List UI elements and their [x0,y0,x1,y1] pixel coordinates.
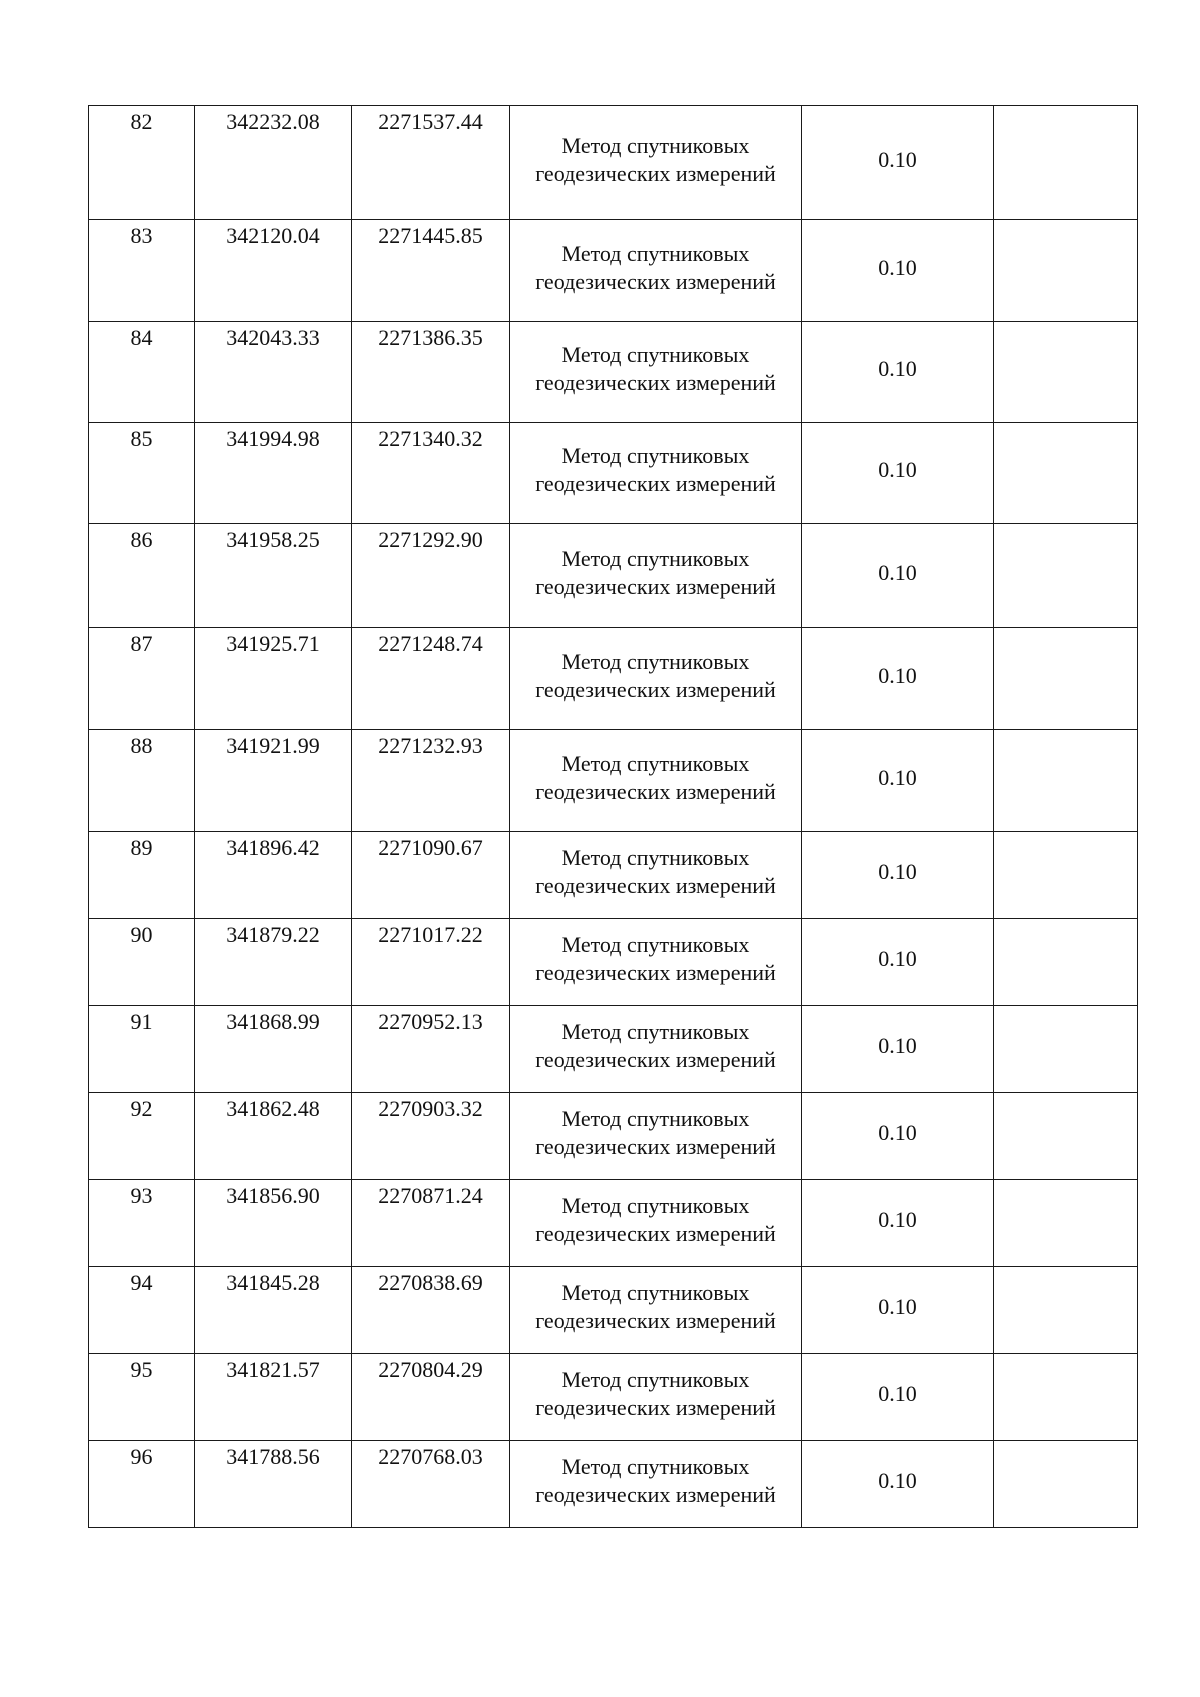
y-coordinate-cell-text: 2271090.67 [378,835,483,860]
method-line-2: геодезических измерений [535,1308,776,1333]
method-line-2: геодезических измерений [535,370,776,395]
table-row [89,1267,1138,1354]
method-line-2: геодезических измерений [535,778,776,804]
note-cell [994,322,1138,423]
x-coordinate-cell-text: 341868.99 [226,1009,320,1034]
table-row [89,1354,1138,1441]
x-coordinate-cell [195,628,352,730]
method-cell [510,1006,802,1093]
accuracy-value: 0.10 [878,946,917,971]
x-coordinate-cell-text: 341821.57 [226,1357,320,1382]
accuracy-cell [802,1441,994,1528]
accuracy-value: 0.10 [878,1468,917,1493]
point-number-cell [89,1354,195,1441]
x-coordinate-cell [195,1006,352,1093]
accuracy-cell [802,1006,994,1093]
table-row [89,220,1138,322]
y-coordinate-cell [352,730,510,832]
note-cell [994,423,1138,524]
method-line-2: геодезических измерений [535,471,776,496]
y-coordinate-cell [352,1267,510,1354]
note-cell [994,1180,1138,1267]
note-cell [994,1267,1138,1354]
point-number-cell-text: 90 [130,922,153,947]
y-coordinate-cell-text: 2271386.35 [378,325,483,350]
point-number-cell-text: 86 [130,527,153,552]
y-coordinate-cell-text: 2270838.69 [378,1270,483,1295]
method-cell [510,919,802,1006]
y-coordinate-cell [352,106,510,220]
y-coordinate-cell [352,832,510,919]
method-line-2: геодезических измерений [535,1134,776,1159]
y-coordinate-cell [352,524,510,628]
point-number-cell [89,106,195,220]
method-line-1: Метод спутниковых [561,240,750,266]
method-line-2: геодезических измерений [535,160,776,186]
x-coordinate-cell-text: 341921.99 [226,733,320,758]
note-cell [994,628,1138,730]
point-number-cell [89,628,195,730]
accuracy-value: 0.10 [878,356,917,381]
y-coordinate-cell-text: 2270768.03 [378,1444,483,1469]
method-line-1: Метод спутниковых [561,342,750,367]
point-number-cell-text: 89 [130,835,153,860]
method-line-2: геодезических измерений [535,573,776,599]
method-line-1: Метод спутниковых [561,932,750,957]
method-line-2: геодезических измерений [535,676,776,702]
table-row [89,919,1138,1006]
y-coordinate-cell [352,322,510,423]
accuracy-value: 0.10 [878,1381,917,1406]
accuracy-cell [802,730,994,832]
method-line-1: Метод спутниковых [561,1280,750,1305]
note-cell [994,524,1138,628]
method-line-1: Метод спутниковых [561,1019,750,1044]
table-row [89,524,1138,628]
x-coordinate-cell-text: 341896.42 [226,835,320,860]
accuracy-cell [802,919,994,1006]
method-line-1: Метод спутниковых [561,545,750,571]
x-coordinate-cell [195,524,352,628]
method-cell [510,832,802,919]
accuracy-value: 0.10 [878,1294,917,1319]
accuracy-value: 0.10 [878,1033,917,1058]
x-coordinate-cell [195,1267,352,1354]
method-line-2: геодезических измерений [535,1395,776,1420]
y-coordinate-cell [352,1006,510,1093]
y-coordinate-cell-text: 2270903.32 [378,1096,483,1121]
method-line-1: Метод спутниковых [561,845,750,870]
method-line-1: Метод спутниковых [561,648,750,674]
accuracy-value: 0.10 [878,146,917,172]
method-cell [510,322,802,423]
table-row [89,832,1138,919]
method-cell [510,628,802,730]
point-number-cell-text: 92 [130,1096,153,1121]
note-cell [994,220,1138,322]
method-line-2: геодезических измерений [535,268,776,294]
point-number-cell [89,524,195,628]
x-coordinate-cell [195,423,352,524]
accuracy-value: 0.10 [878,764,917,790]
method-line-1: Метод спутниковых [561,132,750,158]
method-line-1: Метод спутниковых [561,1193,750,1218]
method-cell [510,220,802,322]
point-number-cell-text: 82 [130,109,153,134]
accuracy-cell [802,1267,994,1354]
method-cell [510,1180,802,1267]
note-cell [994,730,1138,832]
table-row [89,730,1138,832]
point-number-cell-text: 96 [130,1444,153,1469]
note-cell [994,919,1138,1006]
y-coordinate-cell [352,1354,510,1441]
x-coordinate-cell-text: 341862.48 [226,1096,320,1121]
accuracy-value: 0.10 [878,1207,917,1232]
table-row [89,322,1138,423]
method-cell [510,1441,802,1528]
method-line-2: геодезических измерений [535,1482,776,1507]
x-coordinate-cell-text: 341879.22 [226,922,320,947]
y-coordinate-cell-text: 2271232.93 [378,733,483,758]
point-number-cell-text: 93 [130,1183,153,1208]
point-number-cell [89,1441,195,1528]
accuracy-cell [802,1354,994,1441]
point-number-cell-text: 95 [130,1357,153,1382]
x-coordinate-cell-text: 342043.33 [226,325,320,350]
x-coordinate-cell-text: 341788.56 [226,1444,320,1469]
accuracy-value: 0.10 [878,662,917,688]
note-cell [994,832,1138,919]
table-row [89,1006,1138,1093]
accuracy-value: 0.10 [878,457,917,482]
note-cell [994,1006,1138,1093]
method-cell [510,1267,802,1354]
accuracy-cell [802,628,994,730]
y-coordinate-cell-text: 2270804.29 [378,1357,483,1382]
x-coordinate-cell [195,220,352,322]
coordinates-table [88,105,1138,1528]
method-cell [510,1093,802,1180]
table-row [89,423,1138,524]
point-number-cell-text: 88 [130,733,153,758]
y-coordinate-cell-text: 2271537.44 [378,109,483,134]
x-coordinate-cell [195,1441,352,1528]
point-number-cell [89,832,195,919]
note-cell [994,1441,1138,1528]
accuracy-cell [802,106,994,220]
y-coordinate-cell [352,1093,510,1180]
method-cell [510,524,802,628]
table-row [89,1180,1138,1267]
y-coordinate-cell [352,1180,510,1267]
point-number-cell-text: 85 [130,426,153,451]
x-coordinate-cell [195,1093,352,1180]
note-cell [994,1093,1138,1180]
method-line-1: Метод спутниковых [561,443,750,468]
note-cell [994,106,1138,220]
accuracy-value: 0.10 [878,559,917,585]
method-cell [510,106,802,220]
point-number-cell-text: 84 [130,325,153,350]
y-coordinate-cell [352,423,510,524]
point-number-cell [89,423,195,524]
x-coordinate-cell [195,1180,352,1267]
accuracy-cell [802,524,994,628]
point-number-cell-text: 87 [130,631,153,656]
y-coordinate-cell-text: 2270871.24 [378,1183,483,1208]
method-line-2: геодезических измерений [535,1047,776,1072]
x-coordinate-cell-text: 341958.25 [226,527,320,552]
point-number-cell [89,1267,195,1354]
y-coordinate-cell-text: 2270952.13 [378,1009,483,1034]
y-coordinate-cell [352,1441,510,1528]
accuracy-cell [802,322,994,423]
x-coordinate-cell-text: 341845.28 [226,1270,320,1295]
y-coordinate-cell [352,220,510,322]
point-number-cell-text: 91 [130,1009,153,1034]
table-row [89,1093,1138,1180]
y-coordinate-cell-text: 2271248.74 [378,631,483,656]
point-number-cell [89,730,195,832]
x-coordinate-cell [195,1354,352,1441]
method-line-2: геодезических измерений [535,873,776,898]
point-number-cell [89,1180,195,1267]
method-cell [510,423,802,524]
x-coordinate-cell-text: 341856.90 [226,1183,320,1208]
point-number-cell [89,1006,195,1093]
x-coordinate-cell [195,919,352,1006]
accuracy-cell [802,220,994,322]
y-coordinate-cell-text: 2271292.90 [378,527,483,552]
table-row [89,106,1138,220]
method-line-1: Метод спутниковых [561,750,750,776]
method-line-1: Метод спутниковых [561,1367,750,1392]
y-coordinate-cell [352,919,510,1006]
x-coordinate-cell-text: 341994.98 [226,426,320,451]
point-number-cell [89,1093,195,1180]
accuracy-cell [802,423,994,524]
method-line-1: Метод спутниковых [561,1106,750,1131]
accuracy-cell [802,1180,994,1267]
coordinates-table-body [89,106,1138,1528]
point-number-cell [89,322,195,423]
method-line-1: Метод спутниковых [561,1454,750,1479]
accuracy-cell [802,1093,994,1180]
accuracy-value: 0.10 [878,859,917,884]
x-coordinate-cell [195,106,352,220]
note-cell [994,1354,1138,1441]
method-line-2: геодезических измерений [535,960,776,985]
y-coordinate-cell [352,628,510,730]
point-number-cell-text: 94 [130,1270,153,1295]
method-line-2: геодезических измерений [535,1221,776,1246]
y-coordinate-cell-text: 2271445.85 [378,223,483,248]
y-coordinate-cell-text: 2271017.22 [378,922,483,947]
x-coordinate-cell [195,322,352,423]
x-coordinate-cell-text: 342232.08 [226,109,320,134]
accuracy-cell [802,832,994,919]
point-number-cell [89,919,195,1006]
accuracy-value: 0.10 [878,1120,917,1145]
x-coordinate-cell-text: 341925.71 [226,631,320,656]
method-cell [510,1354,802,1441]
table-row [89,1441,1138,1528]
x-coordinate-cell [195,730,352,832]
point-number-cell [89,220,195,322]
x-coordinate-cell-text: 342120.04 [226,223,320,248]
x-coordinate-cell [195,832,352,919]
method-cell [510,730,802,832]
accuracy-value: 0.10 [878,254,917,280]
point-number-cell-text: 83 [130,223,153,248]
table-row [89,628,1138,730]
y-coordinate-cell-text: 2271340.32 [378,426,483,451]
